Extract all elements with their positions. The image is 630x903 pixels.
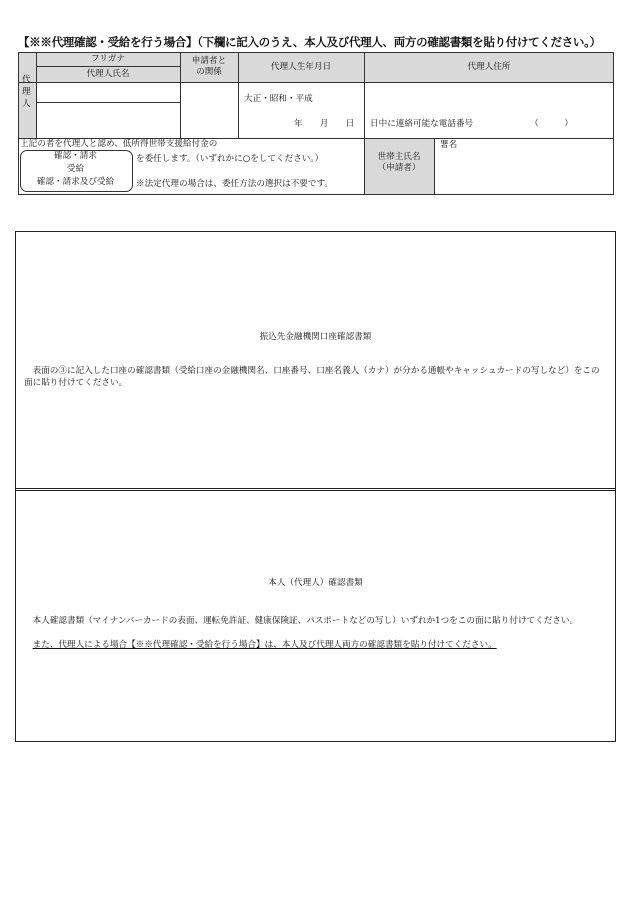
phone-paren: （ ）: [530, 119, 573, 129]
relation-label: 申請者と の関係: [191, 56, 227, 77]
date-units: 年 月 日: [294, 119, 355, 129]
householder-label: 世帯主氏名 （申請者）: [377, 152, 421, 173]
agent-row-label: 代 理 人: [22, 75, 31, 109]
id-box-underline-text: また、代理人による場合【※※代理確認・受給を行う場合】は、本人及び代理人両方の確認書類を貼り付けてください。: [32, 640, 497, 650]
section-heading: 【※※代理確認・受給を行う場合】（下欄に記入のうえ、本人及び代理人、両方の確認書類を貼り付けてください。）: [18, 35, 601, 49]
id-box-text: 本人確認書類（マイナンバーカードの表面、運転免許証、健康保険証、パスポートなどの写し）いずれか1つをこの面に貼り付けてください。: [32, 616, 579, 626]
agent-table: [18, 52, 614, 195]
bank-box-title: 振込先金融機関口座確認書類: [259, 332, 372, 342]
id-document-box: [15, 488, 616, 742]
agent-name-label: 代理人氏名: [86, 69, 130, 79]
bank-box-text: 表面の③に記入した口座の確認書類（受給口座の金融機関名、口座番号、口座名義人（カナ）が分かる通帳やキャッシュカードの写しなど）をこの面に貼り付けてください。: [24, 366, 600, 388]
option-confirm-request[interactable]: 確認・請求: [54, 151, 97, 161]
option-confirm-request-receive[interactable]: 確認・請求及び受給: [36, 177, 115, 187]
entrust-text: を委任します。（いずれかに○をしてください。）: [136, 154, 324, 164]
furigana-label: フリガナ: [91, 54, 125, 64]
delegation-intro: 上記の者を代理人と認め、低所得世帯支援給付金の: [20, 139, 218, 149]
phone-label: 日中に連絡可能な電話番号: [370, 119, 474, 129]
birthdate-label: 代理人生年月日: [270, 62, 332, 72]
legal-agent-note: ※法定代理の場合は、委任方法の選択は不要です。: [136, 179, 333, 189]
address-label: 代理人住所: [467, 62, 511, 72]
bank-document-box: [15, 231, 616, 491]
signature-label: 署名: [440, 140, 458, 150]
id-box-title: 本人（代理人）確認書類: [268, 578, 363, 588]
option-receive[interactable]: 受給: [66, 164, 85, 174]
era-options: 大正・昭和・平成: [244, 94, 313, 104]
